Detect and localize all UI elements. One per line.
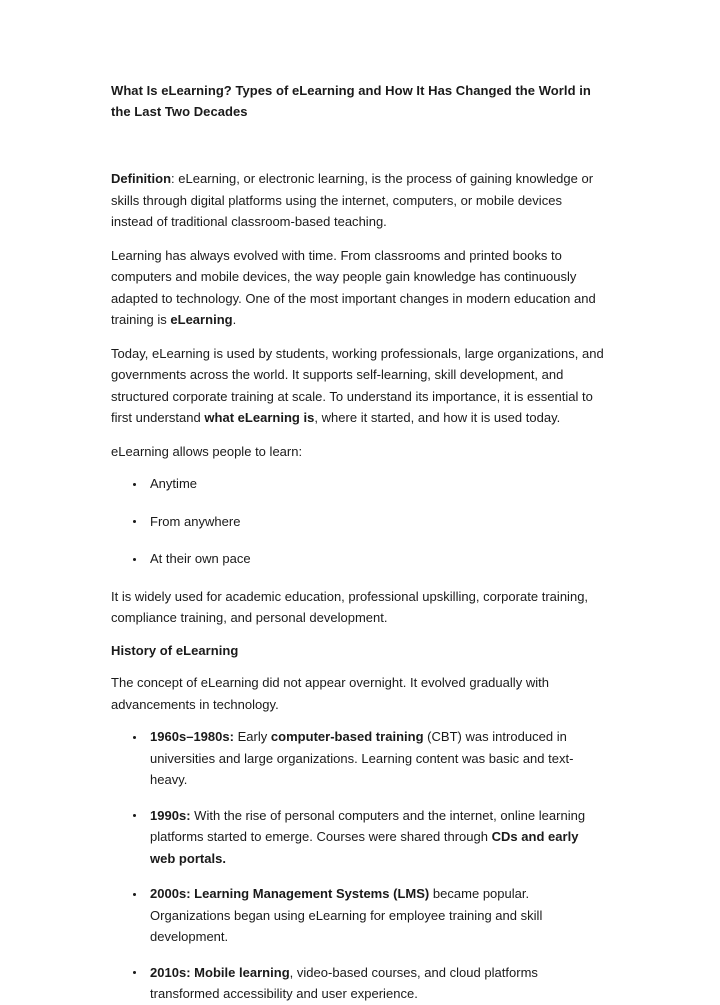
timeline-era-label: 1990s: [150,807,191,823]
today-bold: what eLearning is [204,410,315,425]
timeline-text-1: became popular. Organizations began using eLearning for employee training and skill development. [150,886,543,944]
section-heading-history: History of eLearning [111,642,239,658]
evolution-text-1: Learning has always evolved with time. From classrooms and printed books to computers and mobile devices, the way people gain knowledge has continuously adapted to technology. One of the most important changes in modern education and training is [111,247,596,327]
title-spacer [111,122,605,168]
list-item [111,548,607,570]
list-item [111,805,607,870]
evolution-paragraph [111,245,607,331]
allows-intro-paragraph: eLearning allows people to learn: [111,443,303,459]
definition-text: : eLearning, or electronic learning, is the process of gaining knowledge or skills through digital platforms using the internet, computers, or mobile devices instead of traditional classroom-based teaching. [111,171,594,229]
list-item [111,962,607,1005]
list-item [111,726,607,791]
definition-paragraph [111,168,607,233]
today-paragraph [111,343,607,429]
list-item-label: From anywhere [150,513,241,529]
list-item [111,883,607,948]
page-title: What Is eLearning? Types of eLearning and How It Has Changed the World in the Last Two Decades [111,83,591,119]
allows-list [111,473,607,570]
timeline-era-label: 1960s–1980s: [150,729,234,744]
evolution-text-2: . [232,312,237,327]
timeline-era-label: 2000s: Learning Management Systems (LMS) [150,886,430,901]
timeline-text-1: With the rise of personal computers and the internet, online learning platforms started to emerge. Courses were shared through [150,807,586,844]
timeline-text-1: , video-based courses, and cloud platforms transformed accessibility and user experience. [150,964,538,1001]
usage-paragraph: It is widely used for academic education, professional upskilling, corporate training, compliance training, and personal development. [111,588,589,625]
timeline-text-1: Early [233,729,271,744]
timeline-inline-bold: CDs and early web portals. [150,829,579,866]
timeline-inline-bold: computer-based training [270,729,424,744]
list-item-label: Anytime [150,476,198,491]
history-intro-paragraph: The concept of eLearning did not appear overnight. It evolved gradually with advancements in technology. [111,675,549,712]
timeline-text-2: (CBT) was introduced in universities and large organizations. Learning content was basic and text-heavy. [150,729,574,787]
definition-label: Definition [111,171,172,186]
list-item [111,511,607,533]
list-item-label: At their own pace [150,551,251,566]
evolution-bold: eLearning [170,312,233,327]
timeline-era-label: 2010s: Mobile learning [150,964,290,980]
history-timeline-list [111,726,607,1005]
list-item [111,473,607,495]
today-text-2: , where it started, and how it is used today. [314,410,561,425]
today-text-1: Today, eLearning is used by students, working professionals, large organizations, and governments across the world. It supports self-learning, skill development, and structured corporate training at scale. To understand its importance, it is essential to first understand [111,345,604,425]
